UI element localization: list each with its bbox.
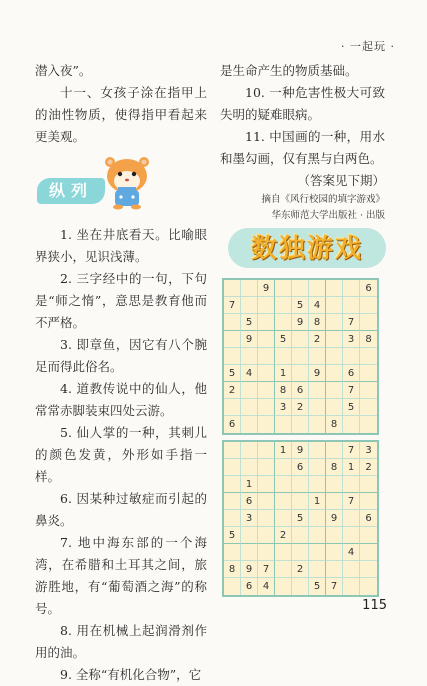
continued-line: 潜入夜”。 [35, 63, 92, 78]
sudoku-cell[interactable] [275, 280, 292, 297]
page-number: 115 [362, 598, 387, 613]
sudoku-cell[interactable] [224, 399, 241, 416]
continued-line: 是生命产生的物质基础。 [220, 63, 358, 78]
sudoku-cell[interactable] [343, 280, 360, 297]
down-clue-9: 9. 全称“有机化合物”，它 [60, 667, 202, 682]
sudoku-cell[interactable] [292, 348, 309, 365]
hamster-icon [101, 154, 153, 210]
sudoku-cell[interactable] [343, 297, 360, 314]
sudoku-cell[interactable]: 4 [241, 365, 258, 382]
sudoku-cell[interactable]: 2 [224, 382, 241, 399]
sudoku-cell[interactable]: 7 [343, 382, 360, 399]
sudoku-cell[interactable] [275, 476, 292, 493]
sudoku-cell[interactable]: 7 [343, 314, 360, 331]
sudoku-cell[interactable] [360, 348, 377, 365]
sudoku-cell[interactable] [258, 331, 275, 348]
sudoku-cell[interactable]: 6 [241, 578, 258, 595]
sudoku-cell[interactable] [258, 476, 275, 493]
sudoku-cell[interactable] [309, 399, 326, 416]
sudoku-cell[interactable] [343, 348, 360, 365]
sudoku-cell[interactable] [292, 331, 309, 348]
sudoku-cell[interactable] [224, 578, 241, 595]
sudoku-cell[interactable] [224, 314, 241, 331]
sudoku-cell[interactable] [309, 544, 326, 561]
sudoku-cell[interactable]: 5 [292, 510, 309, 527]
sudoku-cell[interactable] [275, 561, 292, 578]
down-clue-2: 2. 三字经中的一句，下句是“师之惰”，意思是教育他而不严格。 [35, 271, 207, 330]
sudoku-cell[interactable] [343, 416, 360, 433]
sudoku-cell[interactable]: 2 [360, 459, 377, 476]
sudoku-cell[interactable] [326, 561, 343, 578]
sudoku-cell[interactable]: 2 [275, 527, 292, 544]
sudoku-cell[interactable] [275, 578, 292, 595]
sudoku-cell[interactable] [360, 493, 377, 510]
sudoku-cell[interactable] [309, 510, 326, 527]
sudoku-cell[interactable] [241, 416, 258, 433]
sudoku-cell[interactable]: 3 [275, 399, 292, 416]
sudoku-cell[interactable] [292, 476, 309, 493]
sudoku-cell[interactable] [326, 476, 343, 493]
sudoku-cell[interactable]: 9 [292, 442, 309, 459]
sudoku-cell[interactable]: 8 [326, 459, 343, 476]
sudoku-cell[interactable]: 9 [326, 510, 343, 527]
down-clue-1: 1. 坐在井底看天。比喻眼界狭小，见识浅薄。 [35, 227, 207, 264]
sudoku-cell[interactable]: 4 [343, 544, 360, 561]
down-clue-8: 8. 用在机械上起润滑剂作用的油。 [35, 623, 207, 660]
sudoku-cell[interactable] [360, 399, 377, 416]
sudoku-cell[interactable] [360, 297, 377, 314]
sudoku-cell[interactable] [309, 561, 326, 578]
section-header: · 一起玩 · [341, 40, 395, 53]
sudoku-cell[interactable] [309, 527, 326, 544]
sudoku-cell[interactable] [275, 493, 292, 510]
sudoku-cell[interactable] [241, 348, 258, 365]
sudoku-cell[interactable]: 6 [360, 510, 377, 527]
sudoku-cell[interactable] [241, 527, 258, 544]
sudoku-cell[interactable]: 6 [292, 382, 309, 399]
sudoku-cell[interactable] [241, 280, 258, 297]
sudoku-cell[interactable] [258, 493, 275, 510]
sudoku-cell[interactable] [292, 527, 309, 544]
sudoku-grid-2 [222, 440, 379, 597]
sudoku-cell[interactable] [360, 578, 377, 595]
sudoku-cell[interactable]: 4 [309, 297, 326, 314]
sudoku-cell[interactable] [326, 493, 343, 510]
sudoku-cell[interactable] [360, 476, 377, 493]
sudoku-cell[interactable] [309, 476, 326, 493]
right-column [220, 60, 385, 224]
sudoku-cell[interactable] [241, 544, 258, 561]
sudoku-cell[interactable] [360, 382, 377, 399]
sudoku-cell[interactable] [224, 442, 241, 459]
sudoku-cell[interactable] [326, 382, 343, 399]
sudoku-cell[interactable] [241, 297, 258, 314]
sudoku-cell[interactable] [326, 331, 343, 348]
sudoku-title: 数独游戏 [250, 234, 363, 264]
sudoku-cell[interactable]: 2 [292, 399, 309, 416]
sudoku-grid-1 [222, 278, 379, 435]
sudoku-cell[interactable] [258, 314, 275, 331]
sudoku-cell[interactable] [326, 365, 343, 382]
sudoku-cell[interactable]: 7 [326, 578, 343, 595]
sudoku-cell[interactable] [309, 459, 326, 476]
sudoku-cell[interactable] [326, 442, 343, 459]
sudoku-cell[interactable] [224, 280, 241, 297]
sudoku-cell[interactable] [292, 544, 309, 561]
sudoku-cell[interactable] [258, 459, 275, 476]
sudoku-cell[interactable] [343, 578, 360, 595]
sudoku-cell[interactable] [275, 510, 292, 527]
sudoku-cell[interactable] [258, 382, 275, 399]
sudoku-cell[interactable] [258, 365, 275, 382]
sudoku-cell[interactable] [360, 314, 377, 331]
sudoku-cell[interactable]: 6 [343, 365, 360, 382]
sudoku-cell[interactable] [326, 280, 343, 297]
sudoku-cell[interactable]: 1 [275, 365, 292, 382]
sudoku-cell[interactable]: 9 [309, 365, 326, 382]
down-clue-3: 3. 即章鱼，因它有八个腕足而得此俗名。 [35, 337, 207, 374]
sudoku-cell[interactable] [258, 544, 275, 561]
sudoku-cell[interactable]: 9 [241, 561, 258, 578]
across-clue-11: 十一、女孩子涂在指甲上的油性物质，使得指甲看起来更美观。 [35, 85, 207, 144]
sudoku-cell[interactable]: 5 [309, 578, 326, 595]
sudoku-cell[interactable]: 3 [241, 510, 258, 527]
sudoku-cell[interactable] [326, 297, 343, 314]
sudoku-cell[interactable]: 7 [224, 297, 241, 314]
sudoku-cell[interactable]: 4 [258, 578, 275, 595]
sudoku-cell[interactable]: 1 [343, 459, 360, 476]
sudoku-cell[interactable]: 8 [275, 382, 292, 399]
sudoku-cell[interactable] [258, 348, 275, 365]
sudoku-cell[interactable]: 1 [241, 476, 258, 493]
sudoku-cell[interactable] [258, 510, 275, 527]
sudoku-cell[interactable]: 8 [360, 331, 377, 348]
sudoku-cell[interactable]: 6 [292, 459, 309, 476]
sudoku-cell[interactable]: 2 [292, 561, 309, 578]
sudoku-cell[interactable] [241, 442, 258, 459]
sudoku-cell[interactable] [292, 416, 309, 433]
sudoku-cell[interactable]: 5 [292, 297, 309, 314]
sudoku-cell[interactable] [224, 476, 241, 493]
sudoku-cell[interactable] [360, 561, 377, 578]
sudoku-cell[interactable]: 9 [258, 280, 275, 297]
sudoku-cell[interactable] [292, 493, 309, 510]
sudoku-cell[interactable] [343, 476, 360, 493]
sudoku-cell[interactable] [224, 331, 241, 348]
sudoku-cell[interactable] [326, 314, 343, 331]
sudoku-cell[interactable] [224, 510, 241, 527]
sudoku-cell[interactable] [275, 297, 292, 314]
sudoku-cell[interactable] [224, 493, 241, 510]
sudoku-cell[interactable] [360, 365, 377, 382]
sudoku-cell[interactable] [275, 544, 292, 561]
sudoku-cell[interactable]: 8 [224, 561, 241, 578]
sudoku-cell[interactable] [258, 527, 275, 544]
sudoku-cell[interactable] [258, 416, 275, 433]
sudoku-cell[interactable]: 5 [275, 331, 292, 348]
sudoku-cell[interactable] [360, 527, 377, 544]
sudoku-cell[interactable] [224, 459, 241, 476]
sudoku-cell[interactable] [309, 280, 326, 297]
answer-note: （答案见下期） [297, 173, 385, 188]
sudoku-cell[interactable]: 5 [224, 365, 241, 382]
sudoku-cell[interactable] [275, 348, 292, 365]
sudoku-cell[interactable]: 1 [309, 493, 326, 510]
down-clue-5: 5. 仙人掌的一种，其刺儿的颜色发黄，外形如手指一样。 [35, 425, 207, 484]
left-column [35, 60, 207, 686]
sudoku-cell[interactable] [343, 561, 360, 578]
sudoku-cell[interactable]: 6 [224, 416, 241, 433]
sudoku-cell[interactable]: 3 [360, 442, 377, 459]
sudoku-cell[interactable]: 9 [292, 314, 309, 331]
sudoku-cell[interactable]: 8 [309, 314, 326, 331]
sudoku-cell[interactable] [360, 544, 377, 561]
sudoku-cell[interactable] [360, 416, 377, 433]
sudoku-cell[interactable] [326, 348, 343, 365]
sudoku-cell[interactable]: 7 [343, 442, 360, 459]
sudoku-cell[interactable] [224, 348, 241, 365]
sudoku-cell[interactable] [241, 459, 258, 476]
sudoku-cell[interactable] [275, 416, 292, 433]
sudoku-cell[interactable]: 5 [224, 527, 241, 544]
sudoku-cell[interactable]: 6 [360, 280, 377, 297]
sudoku-cell[interactable] [224, 544, 241, 561]
sudoku-cell[interactable] [309, 442, 326, 459]
sudoku-cell[interactable] [292, 578, 309, 595]
down-clue-7: 7. 地中海东部的一个海湾，在希腊和土耳其之间，旅游胜地，有“葡萄酒之海”的称号。 [35, 535, 207, 616]
down-clue-6: 6. 因某种过敏症而引起的鼻炎。 [35, 491, 207, 528]
sudoku-cell[interactable]: 9 [241, 331, 258, 348]
across-clue-10: 10. 一种危害性极大可致失明的疑难眼病。 [220, 85, 385, 122]
sudoku-cell[interactable]: 5 [343, 399, 360, 416]
sudoku-cell[interactable]: 7 [258, 561, 275, 578]
sudoku-cell[interactable] [241, 399, 258, 416]
sudoku-cell[interactable] [275, 459, 292, 476]
sudoku-cell[interactable] [326, 527, 343, 544]
sudoku-cell[interactable] [258, 399, 275, 416]
sudoku-cell[interactable]: 6 [241, 493, 258, 510]
source-book: 摘自《风行校园的填字游戏》 [261, 194, 385, 205]
sudoku-cell[interactable] [309, 416, 326, 433]
sudoku-cell[interactable] [292, 365, 309, 382]
sudoku-cell[interactable] [326, 399, 343, 416]
sudoku-cell[interactable] [258, 442, 275, 459]
sudoku-cell[interactable]: 7 [343, 493, 360, 510]
sudoku-cell[interactable] [258, 297, 275, 314]
sudoku-cell[interactable] [343, 527, 360, 544]
down-clue-4: 4. 道教传说中的仙人，他常常赤脚装束四处云游。 [35, 381, 207, 418]
sudoku-cell[interactable] [309, 382, 326, 399]
sudoku-cell[interactable]: 5 [241, 314, 258, 331]
sudoku-cell[interactable] [343, 510, 360, 527]
sudoku-cell[interactable]: 8 [326, 416, 343, 433]
sudoku-cell[interactable]: 1 [275, 442, 292, 459]
across-clue-11: 11. 中国画的一种，用水和墨勾画，仅有黑与白两色。 [220, 129, 385, 166]
sudoku-cell[interactable] [275, 314, 292, 331]
sudoku-cell[interactable] [309, 348, 326, 365]
sudoku-cell[interactable] [326, 544, 343, 561]
down-label: 纵列 [37, 178, 105, 204]
down-heading [35, 154, 207, 220]
sudoku-cell[interactable] [241, 382, 258, 399]
sudoku-cell[interactable]: 2 [309, 331, 326, 348]
sudoku-cell[interactable] [292, 280, 309, 297]
sudoku-cell[interactable]: 3 [343, 331, 360, 348]
source-publisher: 华东师范大学出版社 · 出版 [271, 210, 385, 221]
